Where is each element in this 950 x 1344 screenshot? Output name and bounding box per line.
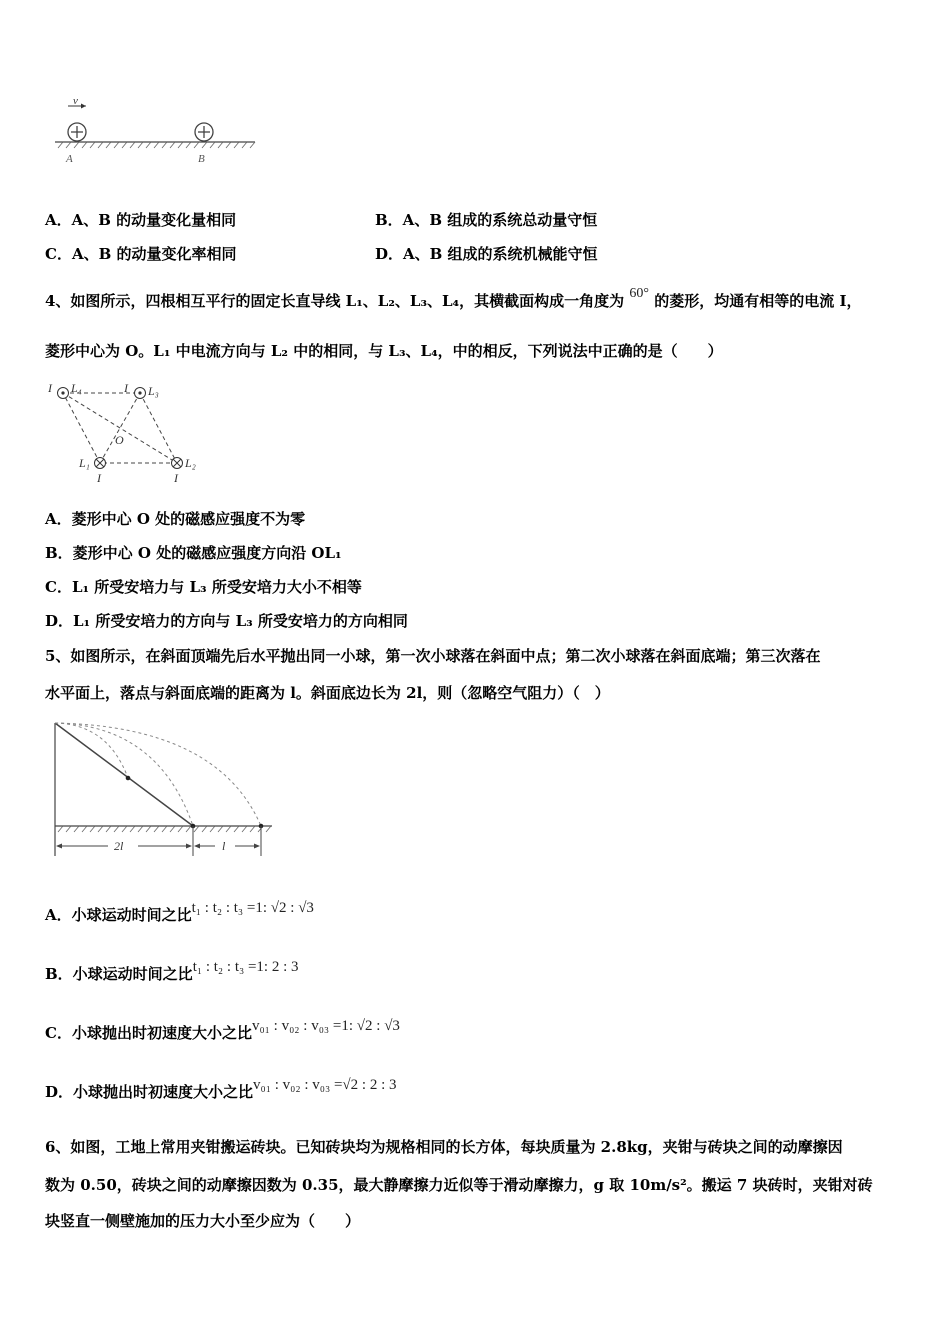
q5-option-c-label: C．小球抛出时初速度大小之比 bbox=[45, 1024, 252, 1042]
q4-stem-line1-b: 的菱形，均通有相等的电流 I， bbox=[654, 292, 862, 310]
q4-stem-line1-a: 4、如图所示，四根相互平行的固定长直导线 L₁、L₂、L₃、L₄，其横截面构成一角度为 bbox=[45, 292, 625, 310]
q5-option-a-expr: t₁ : t₂ : t₃ =1: √2 : √3 bbox=[191, 900, 314, 916]
q6-stem-line1: 6、如图，工地上常用夹钳搬运砖块。已知砖块均为规格相同的长方体，每块质量为 2.8kg，夹钳与砖块之间的动摩擦因 bbox=[45, 1138, 843, 1156]
fig5-len-l: l bbox=[222, 839, 226, 853]
q3-option-a: A．A、B 的动量变化量相同 bbox=[45, 211, 237, 229]
fig4-l1: L₁ bbox=[79, 456, 90, 470]
q5-option-b bbox=[45, 959, 299, 985]
q4-option-a: A．菱形中心 O 处的磁感应强度不为零 bbox=[45, 510, 306, 528]
q5-stem-line1: 5、如图所示，在斜面顶端先后水平抛出同一小球，第一次小球落在斜面中点；第二次小球落在斜面底端；第三次落在 bbox=[45, 647, 821, 665]
fig4-i-4: I bbox=[174, 471, 178, 485]
fig1-b-label: B bbox=[198, 153, 205, 165]
fig5-len-2l: 2l bbox=[114, 839, 124, 853]
q4-stem-line2: 菱形中心为 O。L₁ 中电流方向与 L₂ 中的相同，与 L₃、L₄，中的相反，下列说法中正确的是（ ） bbox=[45, 342, 723, 360]
fig4-l4: L₄ bbox=[71, 381, 82, 395]
q6-stem-line2: 数为 0.50，砖块之间的动摩擦因数为 0.35，最大静摩擦力近似等于滑动摩擦力，g 取 10m/s²。搬运 7 块砖时，夹钳对砖 bbox=[45, 1176, 873, 1194]
q5-option-c-expr: v₀₁ : v₀₂ : v₀₃ =1: √2 : √3 bbox=[251, 1018, 400, 1034]
q5-option-d-label: D．小球抛出时初速度大小之比 bbox=[45, 1083, 254, 1101]
fig4-i-1: I bbox=[48, 381, 52, 395]
q4-option-d: D．L₁ 所受安培力的方向与 L₃ 所受安培力的方向相同 bbox=[45, 612, 408, 630]
fig4-i-2: I bbox=[124, 381, 128, 395]
q4-option-b: B．菱形中心 O 处的磁感应强度方向沿 OL₁ bbox=[45, 544, 342, 562]
q4-option-c: C．L₁ 所受安培力与 L₃ 所受安培力大小不相等 bbox=[45, 578, 362, 596]
q5-stem-line2: 水平面上，落点与斜面底端的距离为 l。斜面底边长为 2l，则（忽略空气阻力）（ ） bbox=[45, 684, 610, 702]
q5-option-a-label: A．小球运动时间之比 bbox=[45, 906, 192, 924]
fig4-i-3: I bbox=[97, 471, 101, 485]
q3-option-d: D．A、B 组成的系统机械能守恒 bbox=[375, 245, 598, 263]
figure-rhombus-wires bbox=[45, 378, 215, 488]
q5-option-d-expr: v₀₁ : v₀₂ : v₀₃ =√2 : 2 : 3 bbox=[253, 1077, 397, 1093]
q5-option-c bbox=[45, 1018, 400, 1044]
q3-option-b: B．A、B 组成的系统总动量守恒 bbox=[375, 211, 598, 229]
q6-stem-line3: 块竖直一侧壁施加的压力大小至少应为（ ） bbox=[45, 1212, 361, 1230]
figure-incline-projectile bbox=[50, 718, 280, 863]
q5-option-a bbox=[45, 900, 314, 926]
fig1-a-label: A bbox=[66, 153, 73, 165]
q5-option-d bbox=[45, 1077, 397, 1103]
fig1-v-label: v bbox=[73, 95, 78, 107]
q5-option-b-expr: t₁ : t₂ : t₃ =1: 2 : 3 bbox=[192, 959, 299, 975]
fig4-o: O bbox=[115, 433, 124, 447]
q5-option-b-label: B．小球运动时间之比 bbox=[45, 965, 193, 983]
fig4-l3: L₃ bbox=[148, 384, 159, 398]
q4-angle: 60° bbox=[629, 286, 649, 301]
q4-stem-line1 bbox=[45, 286, 862, 313]
figure-balls-on-surface bbox=[50, 95, 260, 168]
q3-option-c: C．A、B 的动量变化率相同 bbox=[45, 245, 237, 263]
fig4-l2: L₂ bbox=[185, 456, 196, 470]
